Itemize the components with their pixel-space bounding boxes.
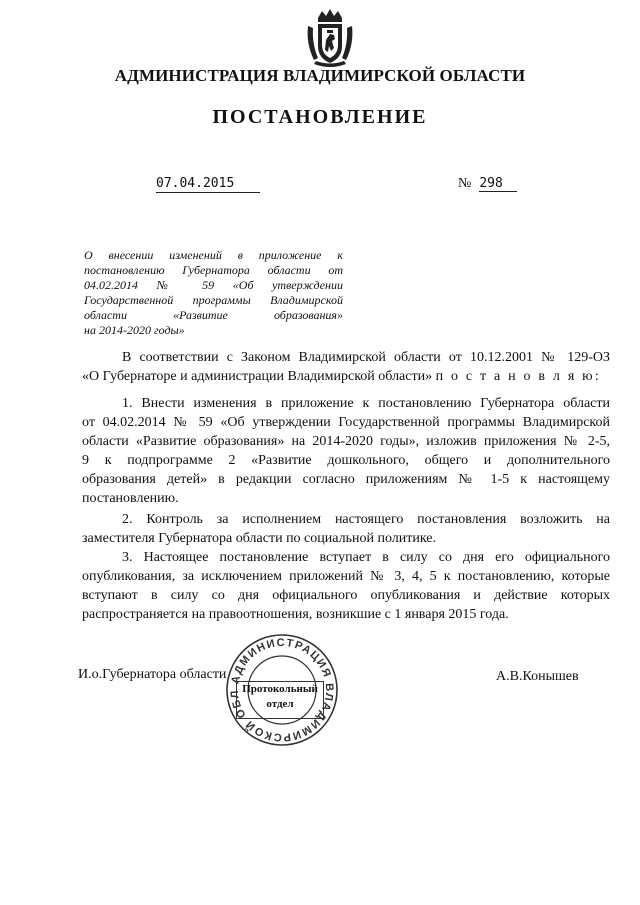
- number-value: 298: [479, 176, 517, 192]
- subject-line: постановлению Губернатора области от: [84, 263, 343, 277]
- preamble-paragraph: [82, 348, 610, 386]
- item-paragraph: [82, 510, 610, 548]
- item-line: образования детей» в редакции согласно приложениям № 1-5 к настоящему: [82, 472, 610, 487]
- seal-center-label: [236, 681, 324, 719]
- document-date: 07.04.2015: [156, 176, 260, 193]
- signer-role: И.о.Губернатора области: [78, 667, 227, 682]
- subject-line: на 2014-2020 годы»: [84, 323, 185, 337]
- document-number: [458, 176, 517, 192]
- subject-block: [84, 248, 343, 338]
- item-line: области «Развитие образования» на 2014-2020 годы», изложив приложения № 2-5,: [82, 434, 610, 449]
- coat-of-arms-icon: [304, 8, 356, 70]
- item-line: опубликования, за исключением приложений № 3, 4, 5 к постановлению, которые: [82, 569, 610, 584]
- item-line: 3. Настоящее постановление вступает в силу со дня его официального: [122, 550, 610, 565]
- subject-line: Государственной программы Владимирской: [84, 293, 343, 307]
- item-line: 2. Контроль за исполнением настоящего постановления возложить на: [122, 512, 610, 527]
- item-line: вступают в силу со дня официального опубликования и действие которых: [82, 588, 610, 603]
- item-line: 9 к подпрограмме 2 «Развитие дошкольного, общего и дополнительного: [82, 453, 610, 468]
- item-line: заместителя Губернатора области по социальной политике.: [82, 531, 437, 546]
- preamble-line-text: «О Губернаторе и администрации Владимирской области»: [82, 369, 433, 384]
- item-line: 1. Внести изменения в приложение к постановлению Губернатора области: [122, 396, 610, 411]
- subject-line: 04.02.2014 № 59 «Об утверждении: [84, 278, 343, 292]
- item-line: постановлению.: [82, 491, 179, 506]
- preamble-line: В соответствии с Законом Владимирской области от 10.12.2001 № 129-ОЗ: [122, 350, 610, 365]
- item-line: от 04.02.2014 № 59 «Об утверждении Государственной программы Владимирской: [82, 415, 610, 430]
- item-paragraph: [82, 394, 610, 508]
- item-line: распространяется на правоотношения, возникшие с 1 января 2015 года.: [82, 607, 509, 622]
- signer-name: А.В.Конышев: [496, 669, 579, 684]
- seal-center-line: отдел: [266, 698, 294, 710]
- item-paragraph: [82, 548, 610, 624]
- document-type-title: ПОСТАНОВЛЕНИЕ: [212, 106, 428, 128]
- number-label: №: [458, 176, 472, 191]
- svg-text:АДМИНИСТРАЦИЯ ВЛАДИМИРСКОЙ ОБЛ: АДМИНИСТРАЦИЯ ВЛАДИМИРСКОЙ ОБЛ: [228, 636, 336, 744]
- seal-center-line: Протокольный: [242, 683, 318, 695]
- subject-line: области «Развитие образования»: [84, 308, 343, 322]
- subject-line: О внесении изменений в приложение к: [84, 248, 343, 262]
- decree-word: п о с т а н о в л я ю:: [435, 369, 601, 384]
- preamble-line: [82, 367, 610, 386]
- organization-title: АДМИНИСТРАЦИЯ ВЛАДИМИРСКОЙ ОБЛАСТИ: [114, 66, 526, 85]
